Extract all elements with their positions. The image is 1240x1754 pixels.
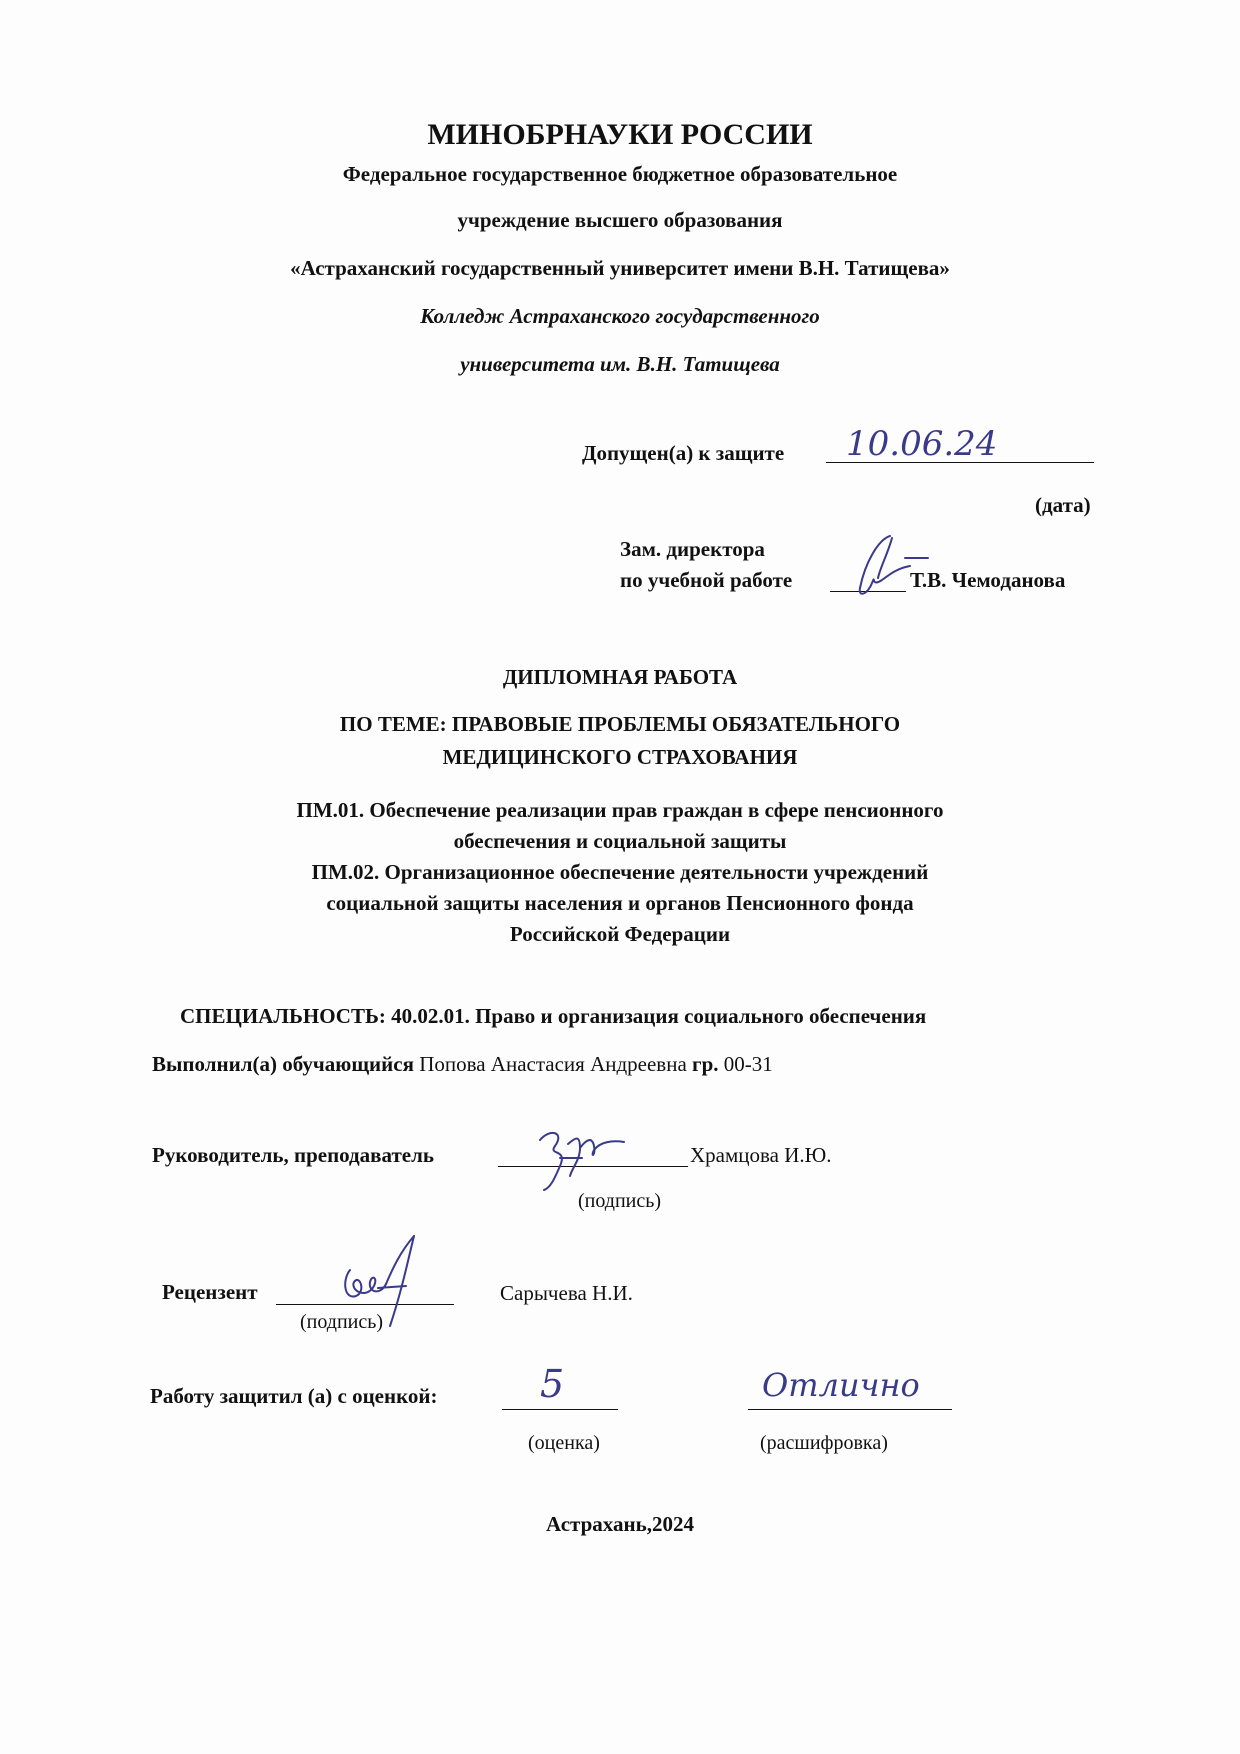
student-line [152, 1052, 773, 1077]
supervisor-name: Храмцова И.Ю. [690, 1143, 832, 1167]
college-line-1: Колледж Астраханского государственного [420, 304, 820, 328]
supervisor-signature [520, 1118, 630, 1193]
grade-words-caption: (расшифровка) [760, 1432, 888, 1454]
city-year: Астрахань,2024 [546, 1512, 694, 1536]
reviewer-label: Рецензент [162, 1280, 258, 1304]
deputy-name: Т.В. Чемоданова [910, 568, 1066, 592]
grade-label: Работу защитил (а) с оценкой: [150, 1384, 438, 1408]
deputy-title: Зам. директора [620, 537, 765, 561]
institution-line-3: «Астраханский государственный университет имени В.Н. Татищева» [290, 256, 950, 280]
theme-line-2: МЕДИЦИНСКОГО СТРАХОВАНИЯ [442, 745, 798, 769]
grade-words-line [748, 1409, 952, 1410]
college-line-2: университета им. В.Н. Татищева [460, 352, 780, 376]
supervisor-label: Руководитель, преподаватель [152, 1143, 435, 1167]
deputy-role: по учебной работе [620, 568, 793, 592]
date-caption: (дата) [1035, 493, 1091, 517]
grade-value-handwritten: 5 [540, 1362, 565, 1406]
grade-words-handwritten: Отлично [762, 1366, 920, 1404]
grade-value-line [502, 1409, 618, 1410]
pm02-line-1: ПМ.02. Организационное обеспечение деятельности учреждений [311, 860, 929, 884]
student-label: Выполнил(а) обучающийся [152, 1052, 414, 1076]
pm02-line-2: социальной защиты населения и органов Пенсионного фонда [326, 891, 914, 915]
admitted-date-handwritten: 10.06.24 [846, 424, 998, 464]
work-type: ДИПЛОМНАЯ РАБОТА [502, 665, 738, 689]
reviewer-signature-caption: (подпись) [300, 1311, 384, 1333]
pm02-line-3: Российской Федерации [509, 922, 731, 946]
theme-line-1: ПО ТЕМЕ: ПРАВОВЫЕ ПРОБЛЕМЫ ОБЯЗАТЕЛЬНОГО [339, 712, 901, 736]
admitted-label: Допущен(а) к защите [582, 441, 785, 465]
student-name: Попова Анастасия Андреевна [419, 1052, 687, 1076]
ministry-title: МИНОБРНАУКИ РОССИИ [427, 118, 813, 151]
supervisor-signature-caption: (подпись) [578, 1190, 662, 1212]
pm01-line-1: ПМ.01. Обеспечение реализации прав граждан в сфере пенсионного [296, 798, 944, 822]
reviewer-name: Сарычева Н.И. [500, 1281, 633, 1305]
specialty: СПЕЦИАЛЬНОСТЬ: 40.02.01. Право и организация социального обеспечения [180, 1004, 927, 1028]
institution-line-2: учреждение высшего образования [457, 208, 783, 232]
grade-value-caption: (оценка) [528, 1432, 600, 1454]
group-value: 00-31 [723, 1052, 773, 1076]
pm01-line-2: обеспечения и социальной защиты [453, 829, 787, 853]
institution-line-1: Федеральное государственное бюджетное образовательное [342, 162, 898, 186]
group-label: гр. [692, 1052, 719, 1076]
